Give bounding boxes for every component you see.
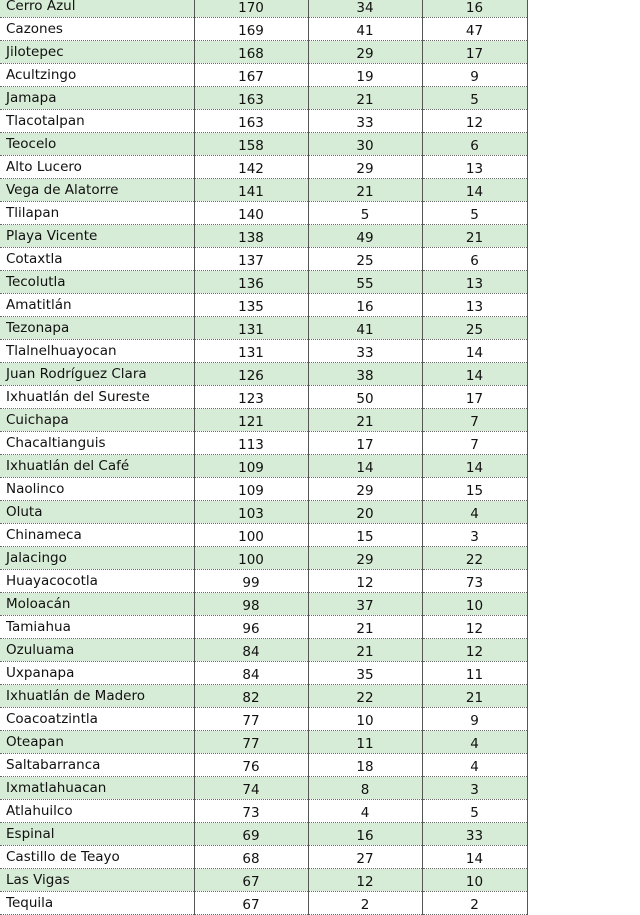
- value-cell-col1: 167: [194, 64, 308, 87]
- municipality-name-cell: Ozuluama: [0, 639, 194, 662]
- table-row: [0, 800, 527, 823]
- table-row: [0, 363, 527, 386]
- value-cell-col1: 169: [194, 18, 308, 41]
- value-cell-col2: 2: [308, 892, 422, 915]
- municipality-name-cell: Playa Vicente: [0, 225, 194, 248]
- municipality-name-cell: Tamiahua: [0, 616, 194, 639]
- value-cell-col2: 30: [308, 133, 422, 156]
- value-cell-col3: 6: [422, 133, 527, 156]
- value-cell-col1: 99: [194, 570, 308, 593]
- value-cell-col1: 168: [194, 41, 308, 64]
- municipality-name-cell: Jilotepec: [0, 41, 194, 64]
- value-cell-col2: 38: [308, 363, 422, 386]
- value-cell-col2: 11: [308, 731, 422, 754]
- table-row: [0, 524, 527, 547]
- value-cell-col1: 69: [194, 823, 308, 846]
- value-cell-col2: 34: [308, 0, 422, 18]
- table-row: [0, 708, 527, 731]
- value-cell-col3: 3: [422, 524, 527, 547]
- value-cell-col1: 96: [194, 616, 308, 639]
- value-cell-col3: 14: [422, 363, 527, 386]
- value-cell-col3: 17: [422, 386, 527, 409]
- municipality-name-cell: Naolinco: [0, 478, 194, 501]
- municipality-name-cell: Coacoatzintla: [0, 708, 194, 731]
- table-row: [0, 478, 527, 501]
- municipality-name-cell: Ixhuatlán de Madero: [0, 685, 194, 708]
- value-cell-col1: 158: [194, 133, 308, 156]
- value-cell-col1: 77: [194, 708, 308, 731]
- value-cell-col1: 100: [194, 547, 308, 570]
- table-row: [0, 156, 527, 179]
- value-cell-col1: 67: [194, 892, 308, 915]
- value-cell-col3: 5: [422, 800, 527, 823]
- table-row: [0, 409, 527, 432]
- table-row: [0, 110, 527, 133]
- value-cell-col3: 17: [422, 41, 527, 64]
- municipality-name-cell: Tequila: [0, 892, 194, 915]
- value-cell-col3: 11: [422, 662, 527, 685]
- value-cell-col2: 25: [308, 248, 422, 271]
- table-row: [0, 616, 527, 639]
- municipality-name-cell: Oteapan: [0, 731, 194, 754]
- value-cell-col2: 41: [308, 317, 422, 340]
- value-cell-col3: 9: [422, 64, 527, 87]
- municipality-name-cell: Juan Rodríguez Clara: [0, 363, 194, 386]
- municipality-name-cell: Jamapa: [0, 87, 194, 110]
- value-cell-col3: 16: [422, 0, 527, 18]
- value-cell-col3: 33: [422, 823, 527, 846]
- table-row: [0, 570, 527, 593]
- municipality-name-cell: Cuichapa: [0, 409, 194, 432]
- table-row: [0, 547, 527, 570]
- value-cell-col3: 3: [422, 777, 527, 800]
- value-cell-col1: 84: [194, 662, 308, 685]
- municipality-name-cell: Uxpanapa: [0, 662, 194, 685]
- municipality-name-cell: Ixmatlahuacan: [0, 777, 194, 800]
- value-cell-col1: 142: [194, 156, 308, 179]
- value-cell-col1: 136: [194, 271, 308, 294]
- value-cell-col3: 47: [422, 18, 527, 41]
- value-cell-col1: 82: [194, 685, 308, 708]
- value-cell-col2: 50: [308, 386, 422, 409]
- value-cell-col1: 76: [194, 754, 308, 777]
- table-row: [0, 0, 527, 18]
- municipality-name-cell: Castillo de Teayo: [0, 846, 194, 869]
- value-cell-col3: 12: [422, 616, 527, 639]
- value-cell-col1: 73: [194, 800, 308, 823]
- value-cell-col1: 137: [194, 248, 308, 271]
- value-cell-col1: 170: [194, 0, 308, 18]
- value-cell-col1: 109: [194, 455, 308, 478]
- value-cell-col3: 5: [422, 202, 527, 225]
- value-cell-col1: 140: [194, 202, 308, 225]
- municipality-name-cell: Espinal: [0, 823, 194, 846]
- value-cell-col3: 13: [422, 271, 527, 294]
- value-cell-col1: 163: [194, 87, 308, 110]
- table-row: [0, 593, 527, 616]
- value-cell-col2: 41: [308, 18, 422, 41]
- table-row: [0, 432, 527, 455]
- value-cell-col2: 10: [308, 708, 422, 731]
- table-row: [0, 133, 527, 156]
- municipality-name-cell: Amatitlán: [0, 294, 194, 317]
- value-cell-col2: 17: [308, 432, 422, 455]
- table-row: [0, 639, 527, 662]
- value-cell-col1: 84: [194, 639, 308, 662]
- value-cell-col3: 22: [422, 547, 527, 570]
- value-cell-col2: 12: [308, 570, 422, 593]
- value-cell-col1: 121: [194, 409, 308, 432]
- municipality-name-cell: Acultzingo: [0, 64, 194, 87]
- value-cell-col2: 19: [308, 64, 422, 87]
- municipality-name-cell: Saltabarranca: [0, 754, 194, 777]
- table-row: [0, 340, 527, 363]
- value-cell-col2: 16: [308, 823, 422, 846]
- value-cell-col1: 163: [194, 110, 308, 133]
- value-cell-col1: 100: [194, 524, 308, 547]
- municipality-name-cell: Tlalnelhuayocan: [0, 340, 194, 363]
- value-cell-col3: 14: [422, 455, 527, 478]
- municipality-name-cell: Tecolutla: [0, 271, 194, 294]
- value-cell-col2: 18: [308, 754, 422, 777]
- value-cell-col3: 21: [422, 225, 527, 248]
- value-cell-col3: 6: [422, 248, 527, 271]
- value-cell-col2: 8: [308, 777, 422, 800]
- value-cell-col2: 21: [308, 87, 422, 110]
- table-row: [0, 777, 527, 800]
- table-row: [0, 18, 527, 41]
- table-row: [0, 501, 527, 524]
- value-cell-col1: 109: [194, 478, 308, 501]
- municipality-name-cell: Tlilapan: [0, 202, 194, 225]
- table-row: [0, 662, 527, 685]
- value-cell-col3: 10: [422, 593, 527, 616]
- value-cell-col1: 141: [194, 179, 308, 202]
- value-cell-col2: 33: [308, 340, 422, 363]
- value-cell-col1: 123: [194, 386, 308, 409]
- municipality-name-cell: Tezonapa: [0, 317, 194, 340]
- value-cell-col1: 103: [194, 501, 308, 524]
- value-cell-col3: 5: [422, 87, 527, 110]
- municipality-name-cell: Cazones: [0, 18, 194, 41]
- municipality-name-cell: Jalacingo: [0, 547, 194, 570]
- value-cell-col2: 49: [308, 225, 422, 248]
- value-cell-col1: 135: [194, 294, 308, 317]
- value-cell-col3: 4: [422, 501, 527, 524]
- value-cell-col2: 27: [308, 846, 422, 869]
- value-cell-col3: 21: [422, 685, 527, 708]
- value-cell-col1: 74: [194, 777, 308, 800]
- table-row: [0, 317, 527, 340]
- municipality-name-cell: Oluta: [0, 501, 194, 524]
- value-cell-col3: 15: [422, 478, 527, 501]
- value-cell-col2: 29: [308, 41, 422, 64]
- municipality-name-cell: Cerro Azul: [0, 0, 194, 18]
- municipality-name-cell: Tlacotalpan: [0, 110, 194, 133]
- table-row: [0, 248, 527, 271]
- value-cell-col3: 14: [422, 179, 527, 202]
- municipality-name-cell: Cotaxtla: [0, 248, 194, 271]
- value-cell-col3: 4: [422, 731, 527, 754]
- value-cell-col1: 98: [194, 593, 308, 616]
- value-cell-col3: 9: [422, 708, 527, 731]
- table-row: [0, 386, 527, 409]
- table-row: [0, 754, 527, 777]
- value-cell-col2: 14: [308, 455, 422, 478]
- value-cell-col3: 7: [422, 409, 527, 432]
- municipality-name-cell: Atlahuilco: [0, 800, 194, 823]
- municipality-name-cell: Chinameca: [0, 524, 194, 547]
- table-row: [0, 685, 527, 708]
- value-cell-col1: 113: [194, 432, 308, 455]
- table-row: [0, 225, 527, 248]
- value-cell-col2: 4: [308, 800, 422, 823]
- value-cell-col1: 138: [194, 225, 308, 248]
- value-cell-col2: 21: [308, 616, 422, 639]
- value-cell-col2: 15: [308, 524, 422, 547]
- municipality-name-cell: Ixhuatlán del Café: [0, 455, 194, 478]
- municipality-name-cell: Ixhuatlán del Sureste: [0, 386, 194, 409]
- table-row: [0, 41, 527, 64]
- value-cell-col2: 37: [308, 593, 422, 616]
- value-cell-col1: 126: [194, 363, 308, 386]
- value-cell-col2: 29: [308, 156, 422, 179]
- municipality-name-cell: Vega de Alatorre: [0, 179, 194, 202]
- value-cell-col2: 29: [308, 547, 422, 570]
- table-row: [0, 294, 527, 317]
- value-cell-col3: 12: [422, 110, 527, 133]
- value-cell-col3: 12: [422, 639, 527, 662]
- value-cell-col2: 29: [308, 478, 422, 501]
- value-cell-col2: 55: [308, 271, 422, 294]
- value-cell-col2: 21: [308, 409, 422, 432]
- value-cell-col1: 131: [194, 317, 308, 340]
- municipality-name-cell: Huayacocotla: [0, 570, 194, 593]
- table-row: [0, 202, 527, 225]
- table-row: [0, 846, 527, 869]
- table-row: [0, 869, 527, 892]
- value-cell-col3: 4: [422, 754, 527, 777]
- value-cell-col1: 131: [194, 340, 308, 363]
- municipality-name-cell: Moloacán: [0, 593, 194, 616]
- table-row: [0, 64, 527, 87]
- value-cell-col1: 77: [194, 731, 308, 754]
- municipality-name-cell: Chacaltianguis: [0, 432, 194, 455]
- value-cell-col3: 73: [422, 570, 527, 593]
- value-cell-col1: 67: [194, 869, 308, 892]
- value-cell-col2: 20: [308, 501, 422, 524]
- value-cell-col2: 35: [308, 662, 422, 685]
- municipality-name-cell: Las Vigas: [0, 869, 194, 892]
- municipality-name-cell: Teocelo: [0, 133, 194, 156]
- value-cell-col3: 13: [422, 294, 527, 317]
- table-row: [0, 823, 527, 846]
- value-cell-col1: 68: [194, 846, 308, 869]
- value-cell-col3: 10: [422, 869, 527, 892]
- value-cell-col2: 21: [308, 639, 422, 662]
- value-cell-col2: 12: [308, 869, 422, 892]
- table-row: [0, 271, 527, 294]
- table-row: [0, 87, 527, 110]
- value-cell-col3: 25: [422, 317, 527, 340]
- value-cell-col2: 5: [308, 202, 422, 225]
- value-cell-col3: 7: [422, 432, 527, 455]
- value-cell-col2: 21: [308, 179, 422, 202]
- table-row: [0, 731, 527, 754]
- municipality-name-cell: Alto Lucero: [0, 156, 194, 179]
- value-cell-col3: 2: [422, 892, 527, 915]
- value-cell-col2: 16: [308, 294, 422, 317]
- table-row: [0, 179, 527, 202]
- value-cell-col2: 33: [308, 110, 422, 133]
- value-cell-col3: 14: [422, 846, 527, 869]
- table-row: [0, 455, 527, 478]
- table-row: [0, 892, 527, 915]
- value-cell-col3: 13: [422, 156, 527, 179]
- value-cell-col2: 22: [308, 685, 422, 708]
- value-cell-col3: 14: [422, 340, 527, 363]
